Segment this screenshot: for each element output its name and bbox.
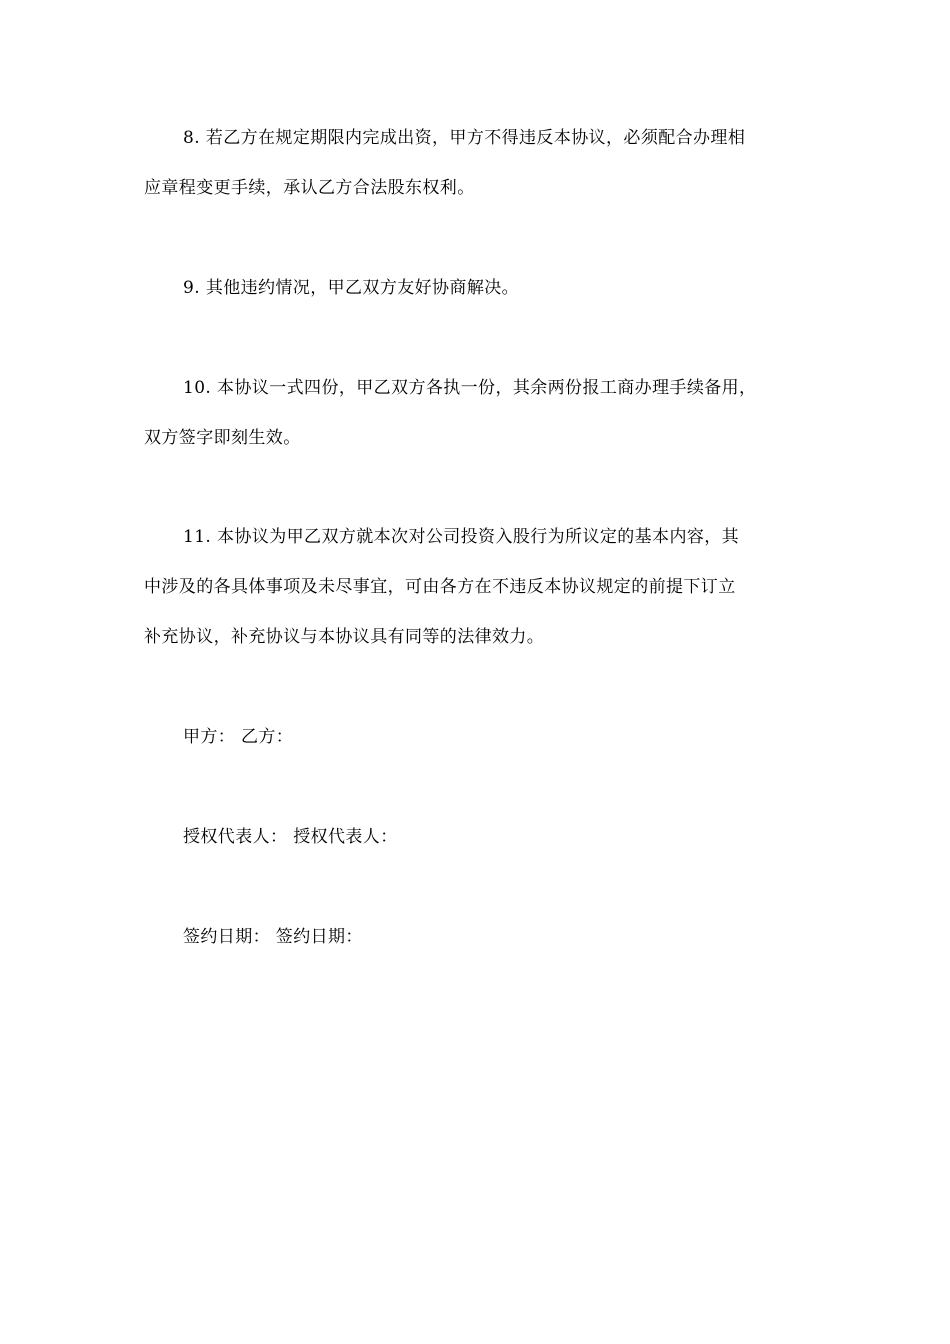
clause-11-line-2: 中涉及的各具体事项及未尽事宜，可由各方在不违反本协议规定的前提下订立 xyxy=(144,577,736,597)
clause-11-line-3: 补充协议，补充协议与本协议具有同等的法律效力。 xyxy=(144,627,545,647)
clause-8-line-1: 8. 若乙方在规定期限内完成出资，甲方不得违反本协议，必须配合办理相 xyxy=(183,128,746,148)
signature-parties: 甲方： 乙方： xyxy=(183,727,294,747)
clause-10-line-2: 双方签字即刻生效。 xyxy=(144,428,301,448)
clause-11-line-1: 11. 本协议为甲乙双方就本次对公司投资入股行为所议定的基本内容，其 xyxy=(183,527,740,547)
signature-representatives: 授权代表人： 授权代表人： xyxy=(183,827,398,847)
clause-10-line-1: 10. 本协议一式四份，甲乙双方各执一份，其余两份报工商办理手续备用， xyxy=(183,378,757,398)
signature-dates: 签约日期： 签约日期： xyxy=(183,927,363,947)
clause-8-line-2: 应章程变更手续，承认乙方合法股东权利。 xyxy=(144,178,475,198)
clause-9-line-1: 9. 其他违约情况，甲乙双方友好协商解决。 xyxy=(183,278,520,298)
